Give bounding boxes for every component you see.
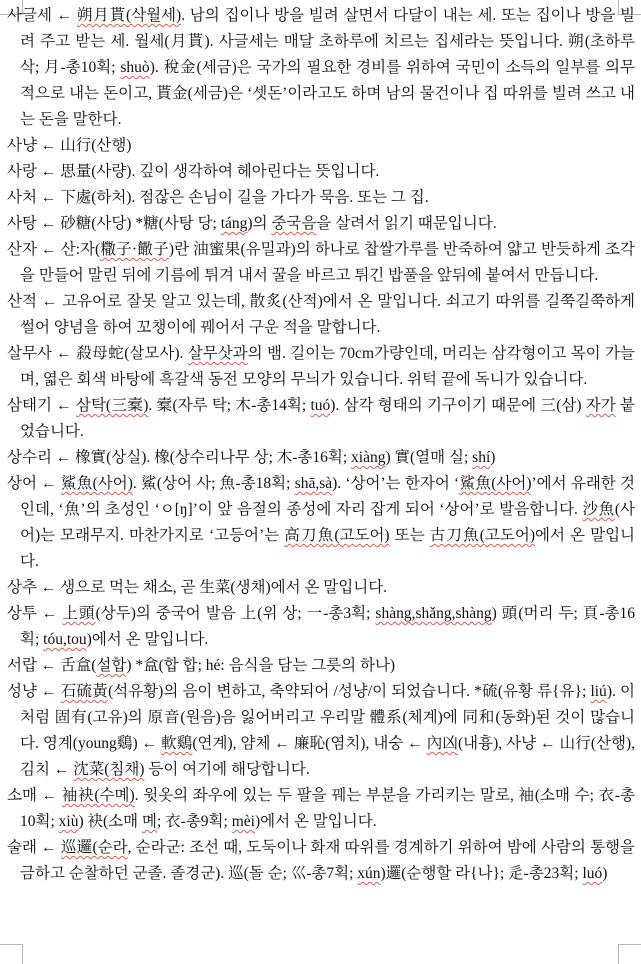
page-corner-mark-bottom-left	[0, 944, 23, 964]
entry-text: 산적 ← 고유어로 잘못 알고 있는데, 散炙(산적)에서 온 말입니다. 쇠고기 따위를 길쭉길쭉하게 썰어 양념을 하여 꼬챙이에 꿰어서 구운 적을 말합니다.	[7, 293, 635, 336]
entry-text: (내흉), 사냥 ← 山行(산행), 김치 ←	[20, 735, 635, 778]
page-corner-mark-bottom-right	[618, 944, 641, 964]
entry-text: (상두)의 중국어 발음 上(위 상; 一-총3획;	[95, 605, 376, 622]
misspelled-text: xiàng	[351, 449, 386, 466]
dictionary-entry	[7, 653, 635, 679]
misspelled-text: 高刀魚(고도어)	[284, 527, 390, 544]
misspelled-text: tóu,tou	[43, 631, 87, 648]
dictionary-entry	[7, 575, 635, 601]
entry-text: )	[490, 449, 496, 466]
misspelled-text: 삼탁(三槖)	[75, 397, 149, 414]
entry-text: 을 살려서 읽기 때문입니다.	[316, 215, 497, 232]
entry-text: ). ‘상어’는 한자어 ‘	[332, 475, 460, 492]
misspelled-text: 중국음	[271, 215, 317, 232]
entry-text: )에서 온 말입니다.	[86, 631, 209, 648]
entry-text: 또는	[389, 527, 430, 544]
misspelled-text: 鯊魚(사어)	[60, 475, 133, 492]
entry-text: 술래 ←	[7, 839, 61, 856]
dictionary-entry	[7, 835, 635, 887]
misspelled-text: 軟鷄	[161, 735, 193, 752]
entry-text: . 鯊(상어 사; 魚-총18획;	[132, 475, 295, 492]
entry-text: 산자 ← 산:자(	[7, 241, 101, 258]
entry-text: ) 頭(머리 두; 頁-총16획;	[20, 605, 635, 648]
misspelled-text: shí	[472, 449, 491, 466]
misspelled-text: 鯊魚(사어)	[459, 475, 532, 492]
misspelled-text: 石硫黃	[60, 683, 109, 700]
dictionary-entry	[7, 133, 635, 159]
misspelled-text: liú	[590, 683, 607, 700]
misspelled-text: 몌	[142, 813, 157, 830]
dictionary-entry	[7, 237, 635, 289]
entry-text: , 순라군: 조선 때, 도둑이나 화재 따위를 경계하기 위하여 밤에 사람의 통행을 금하고 순찰하던 군졸. 졸경군). 巡(돌 순; 巛-총7획;	[20, 839, 635, 882]
misspelled-text: 沙魚	[582, 501, 615, 518]
entry-text: 붙었습니다.	[20, 397, 635, 440]
entry-text: 의 뱀. 길이는 70cm가량인데, 머리는 삼각형이고 목이 가늘며, 엷은 회색 바탕에 흑갈색 동전 모양의 무늬가 있습니다. 위턱 끝에 독니가 있습니다.	[20, 345, 635, 388]
dictionary-entry	[7, 471, 635, 575]
entry-text: )에서 온 말입니다.	[254, 813, 377, 830]
entry-text: ’에서 유래한 것인데, ‘魚’의 초성인 ‘ㅇ[ŋ]’이 앞 음절의 종성에 자리 잡게 되어 ‘상어’로 발음합니다.	[20, 475, 635, 518]
misspelled-text: shuò	[120, 59, 150, 76]
entry-text: . 남의 집이나 방을 빌려 살면서 다달이 내는 세. 또는 집이나 방을 빌려 주고 받는 세. 월세(月貰). 사글세는 매달 초하루에 치르는 집세라는 뜻입니다. 朔(초하루 삭; 月-총10획;	[20, 7, 635, 76]
misspelled-text: 巡邏(순라	[60, 839, 128, 856]
dictionary-entry	[7, 679, 635, 783]
dictionary-entry	[7, 445, 635, 471]
misspelled-text: 沈菜(침채)	[73, 761, 145, 778]
dictionary-entry	[7, 341, 635, 393]
entry-text: 상어 ←	[7, 475, 61, 492]
misspelled-text: shàng,shǎng,shàng	[375, 605, 492, 622]
misspelled-text: 朔月貰(삭월세)	[76, 7, 182, 24]
entry-text: 상수리 ← 橡實(상실). 橡(상수리나무 상; 木-총16획;	[7, 449, 352, 466]
entry-text: (사어)는 모래무지. 마찬가지로 ‘고등어’는	[20, 501, 635, 544]
entry-text: 사글세 ←	[7, 7, 77, 24]
misspelled-text: 上頭	[62, 605, 96, 622]
dictionary-entry	[7, 783, 635, 835]
entry-text: )	[602, 865, 608, 882]
entry-text: . 槖(자루 탁; 木-총14획;	[148, 397, 311, 414]
entry-text: 서랍 ← 舌盒(	[7, 657, 97, 674]
entry-text: 사탕 ← 砂糖(사당) *糖(사탕 당;	[7, 215, 221, 232]
entry-text: 사랑 ← 思量(사량). 깊이 생각하여 헤아린다는 뜻입니다.	[7, 163, 380, 180]
entry-text: 상추 ← 생으로 먹는 채소, 곧 生菜(생채)에서 온 말입니다.	[7, 579, 388, 596]
entry-text: 성냥 ←	[7, 683, 61, 700]
misspelled-text: 古刀魚(고도어)	[429, 527, 536, 544]
entry-text: . 윗옷의 좌우에 있는 두 팔을 꿰는 부분을 가리키는 말로, 袖(소매 수; 衣-총10획;	[20, 787, 635, 830]
misspelled-text: xiù	[58, 813, 79, 830]
entry-text: 등이 여기에 해당합니다.	[144, 761, 310, 778]
entry-text: )邏(순행할 라{나}; 辵-총23획;	[380, 865, 583, 882]
entry-text: ) 實(열매 실;	[385, 449, 473, 466]
misspelled-text: táng	[220, 215, 248, 232]
entry-text: (연계), 얌체 ← 廉恥(염치), 내숭 ←	[192, 735, 427, 752]
document-body	[7, 3, 635, 887]
entry-text: 삼태기 ←	[7, 397, 76, 414]
misspelled-text: xún	[357, 865, 381, 882]
entry-text: 사처 ← 下處(하처). 점잖은 손님이 길을 가다가 묵음. 또는 그 집.	[7, 189, 429, 206]
entry-text: ). 삼각 형태의 기구이기 때문에 三(삼)	[330, 397, 586, 414]
entry-text: ) 袂(소매	[78, 813, 142, 830]
misspelled-text: 설합	[96, 657, 127, 674]
entry-text: )란 油蜜果(유밀과)의 하나로 찹쌀가루를 반죽하여 얇고 반듯하게 조각을 만들어 말린 뒤에 기름에 튀겨 내서 꿀을 바르고 튀긴 밥풀을 앞뒤에 붙여서 만듭니다.	[20, 241, 635, 284]
misspelled-text: shā,sà	[294, 475, 333, 492]
entry-text: 소매 ←	[7, 787, 62, 804]
entry-text: 사냥 ← 山行(산행)	[7, 137, 132, 154]
entry-text: ). 稅金(세금)은 국가의 필요한 경비를 위하여 국민이 소득의 일부를 의무적으로 내는 돈이고, 貰金(세금)은 ‘셋돈’이라고도 하며 남의 물건이나 집 따위를 빌려 쓰고 내는 돈을 말한다.	[20, 59, 635, 128]
dictionary-entry	[7, 393, 635, 445]
dictionary-entry	[7, 3, 635, 133]
misspelled-text: 살무삿과	[187, 345, 248, 362]
misspelled-text: luó	[582, 865, 603, 882]
entry-text: )의	[247, 215, 272, 232]
misspelled-text: 자가	[585, 397, 616, 414]
entry-text: 상투 ←	[7, 605, 63, 622]
misspelled-text: 袖袂(수몌)	[61, 787, 135, 804]
misspelled-text: 內凶	[426, 735, 459, 752]
entry-text: 에서 온 말입니다.	[20, 527, 636, 570]
dictionary-entry	[7, 289, 635, 341]
dictionary-entry	[7, 159, 635, 185]
dictionary-entry	[7, 601, 635, 653]
entry-text: 살무사 ← 殺母蛇(살모사).	[7, 345, 188, 362]
entry-text: (석유황)의 음이 변하고, 축약되어 /성냥/이 되었습니다. *硫(유황 류{유};	[108, 683, 591, 700]
misspelled-text: tuó	[310, 397, 331, 414]
dictionary-entry	[7, 185, 635, 211]
dictionary-entry	[7, 211, 635, 237]
entry-text: ) *盒(합 합; hé: 음식을 담는 그릇의 하나)	[126, 657, 396, 674]
entry-text: ; 衣-총9획;	[156, 813, 232, 830]
misspelled-text: 糤子·饊子	[100, 241, 169, 258]
entry-text: ). 이처럼 固有(고유)의 原音(원음)음 잃어버리고 우리말 體系(체계)에 同和(동화)된 것이 많습니다. 영계(young鷄) ←	[20, 683, 635, 752]
misspelled-text: mèi	[231, 813, 255, 830]
